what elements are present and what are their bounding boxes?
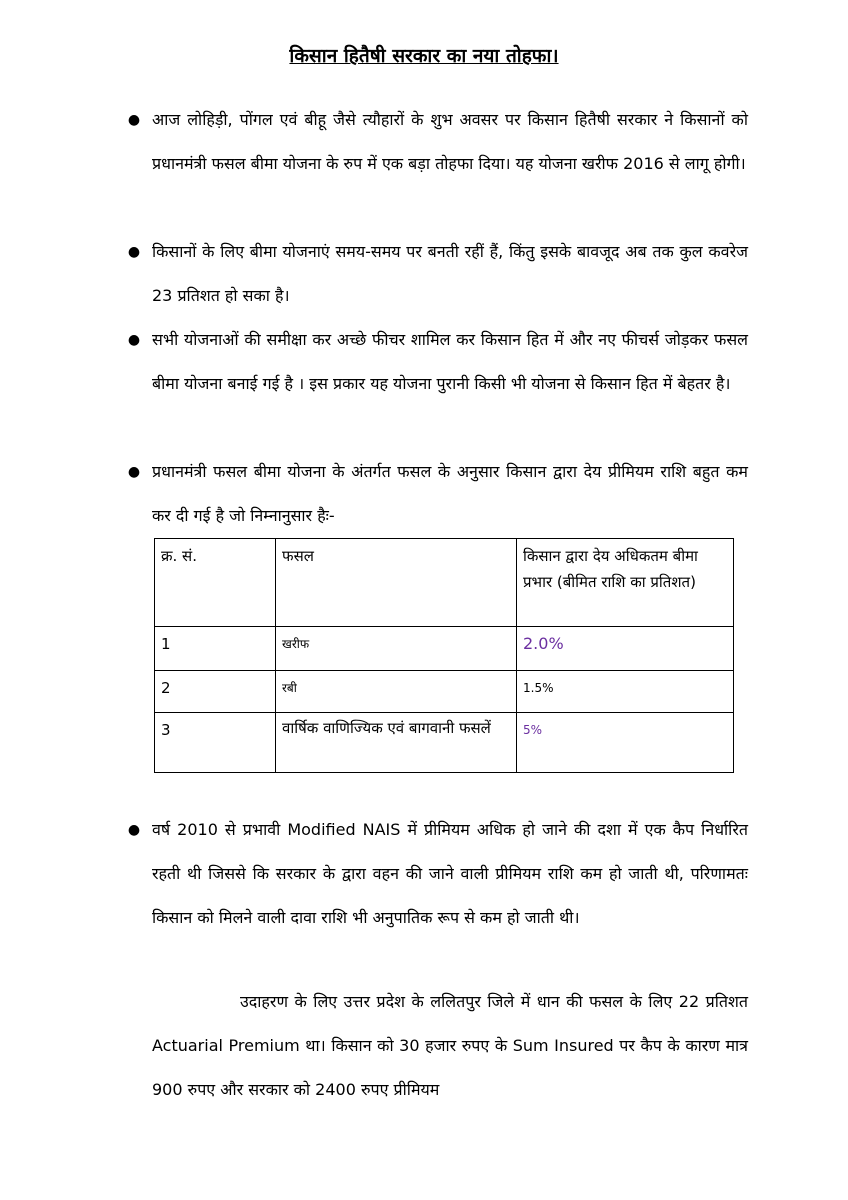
example-paragraph [152, 980, 748, 1112]
table-header-cell: फसल [276, 539, 517, 627]
example-paragraph-text: उदाहरण के लिए उत्तर प्रदेश के ललितपुर जिले में धान की फसल के लिए 22 प्रतिशत Actuarial Premium था। किसान को 30 हजार रुपए के Sum Insured पर कैप के कारण मात्र 900 रुपए और सरकार को 2400 रुपए प्रीमियम [152, 992, 748, 1099]
table-header-cell: क्र. सं. [155, 539, 276, 627]
table-header-row [155, 539, 734, 627]
bullet-text: सभी योजनाओं की समीक्षा कर अच्छे फीचर शामिल कर किसान हित में और नए फीचर्स जोड़कर फसल बीमा योजना बनाई गई है । इस प्रकार यह योजना पुरानी किसी भी योजना से किसान हित में बेहतर है। [152, 330, 748, 393]
bullet-text: वर्ष 2010 से प्रभावी Modified NAIS में प्रीमियम अधिक हो जाने की दशा में एक कैप निर्धारित रहती थी जिससे कि सरकार के द्वारा वहन की जाने वाली प्रीमियम राशि कम हो जाती थी, परिणामतः किसान को मिलने वाली दावा राशि भी अनुपातिक रूप से कम हो जाती थी। [152, 820, 748, 927]
table-cell-sn: 2 [155, 671, 276, 713]
table-cell-crop: वार्षिक वाणिज्यिक एवं बागवानी फसलें [276, 713, 517, 773]
bullet-icon: ● [127, 464, 141, 480]
bullet-text: किसानों के लिए बीमा योजनाएं समय-समय पर बनती रहीं हैं, किंतु इसके बावजूद अब तक कुल कवरेज 23 प्रतिशत हो सका है। [152, 242, 748, 305]
table-cell-sn: 1 [155, 627, 276, 671]
table-cell-crop: खरीफ [276, 627, 517, 671]
bullet-icon: ● [127, 332, 141, 348]
premium-rate-table [154, 538, 734, 773]
bullet-item-festival-gift [127, 98, 748, 186]
table-row [155, 671, 734, 713]
bullet-item-coverage [127, 230, 748, 318]
bullet-text: प्रधानमंत्री फसल बीमा योजना के अंतर्गत फसल के अनुसार किसान द्वारा देय प्रीमियम राशि बहुत कम कर दी गई है जो निम्नानुसार हैः- [152, 462, 748, 525]
table-row [155, 627, 734, 671]
table-cell-sn: 3 [155, 713, 276, 773]
table-cell-crop: रबी [276, 671, 517, 713]
bullet-item-features [127, 318, 748, 406]
bullet-item-modified-nais [127, 808, 748, 940]
table-cell-rate: 5% [517, 713, 734, 773]
bullet-icon: ● [127, 112, 141, 128]
bullet-icon: ● [127, 822, 141, 838]
bullet-item-premium [127, 450, 748, 538]
page-title: किसान हितैषी सरकार का नया तोहफा। [289, 45, 559, 67]
table-cell-rate: 1.5% [517, 671, 734, 713]
table-header-cell: किसान द्वारा देय अधिकतम बीमा प्रभार (बीमित राशि का प्रतिशत) [517, 539, 734, 627]
table-row [155, 713, 734, 773]
bullet-icon: ● [127, 244, 141, 260]
bullet-text: आज लोहिड़ी, पोंगल एवं बीहू जैसे त्यौहारों के शुभ अवसर पर किसान हितैषी सरकार ने किसानों को प्रधानमंत्री फसल बीमा योजना के रुप में एक बड़ा तोहफा दिया। यह योजना खरीफ 2016 से लागू होगी। [152, 110, 748, 173]
table-cell-rate: 2.0% [517, 627, 734, 671]
